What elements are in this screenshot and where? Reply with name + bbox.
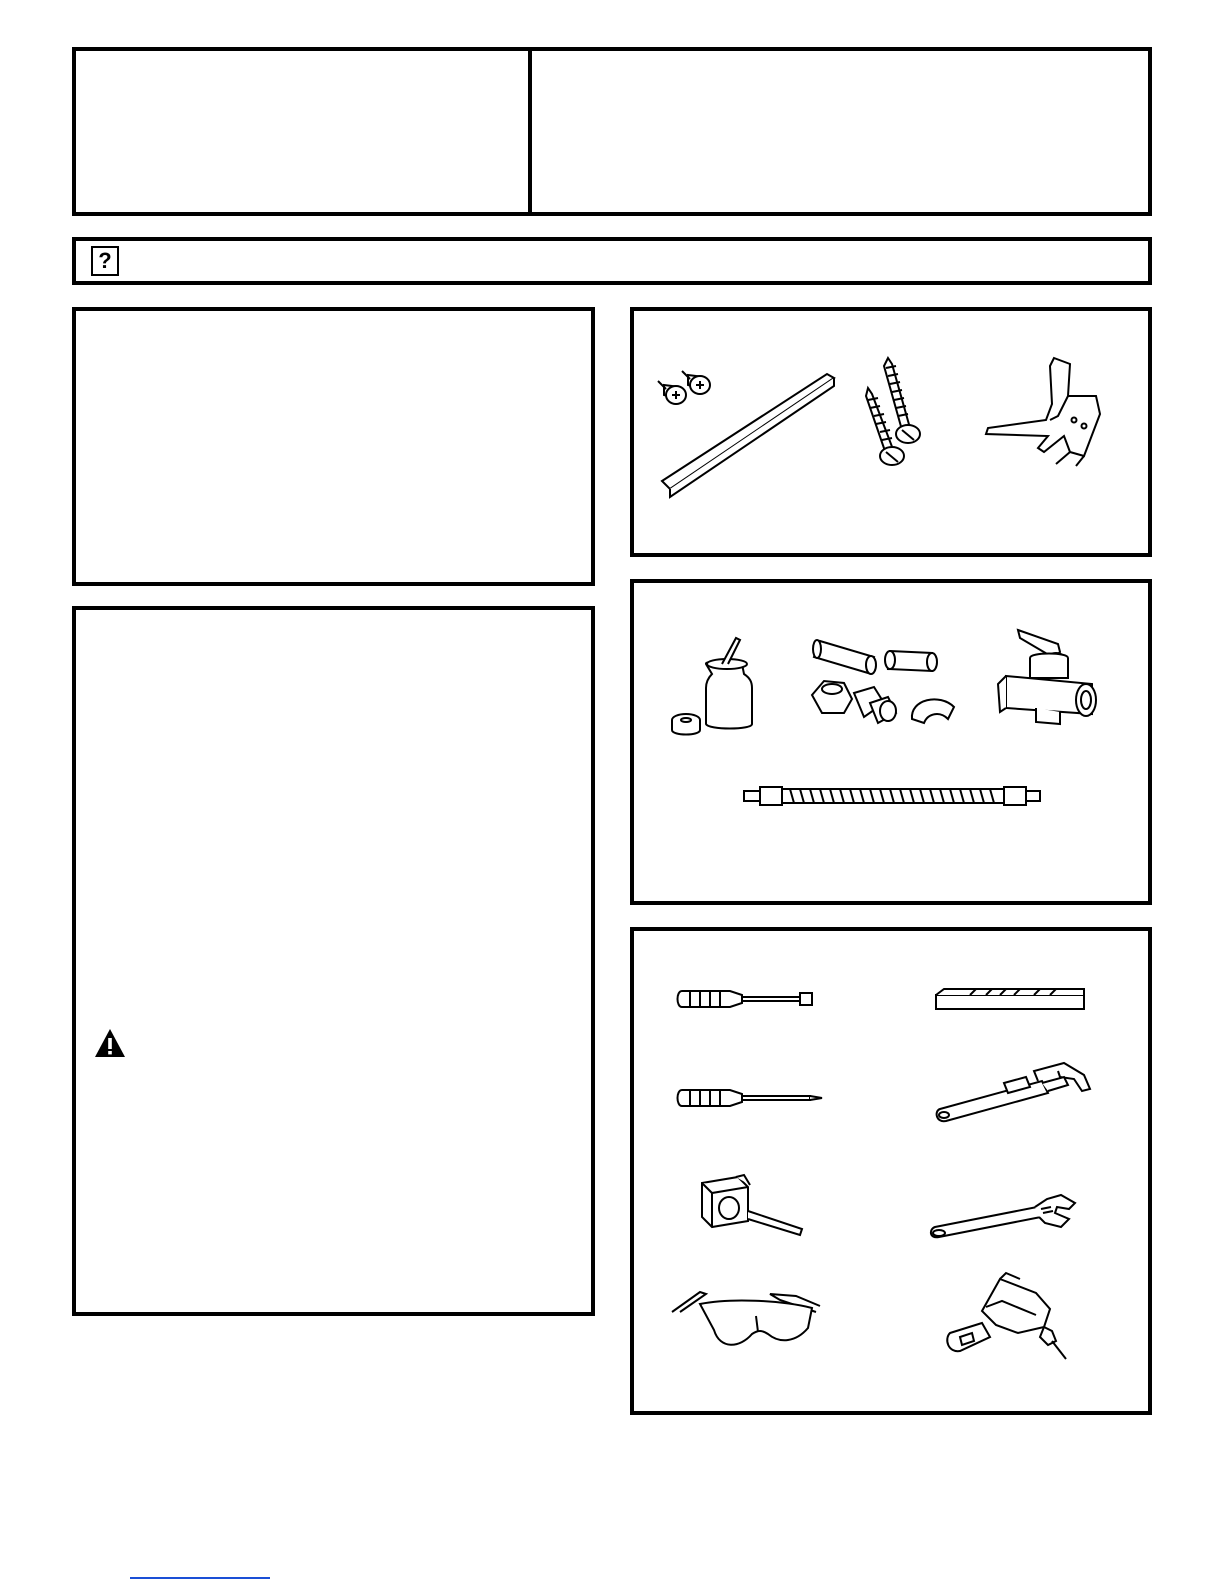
tape-measure-illustration (696, 1175, 808, 1245)
left-box-top (72, 307, 595, 586)
phillips-screwdriver-illustration (676, 1086, 826, 1110)
pipe-compound-and-tape-illustration (672, 638, 762, 738)
drill-illustration (940, 1271, 1070, 1367)
level-illustration (934, 987, 1086, 1013)
header-box (72, 47, 1152, 216)
warning-icon (94, 1028, 126, 1058)
question-icon: ? (91, 246, 119, 276)
flexible-connector-illustration (742, 783, 1042, 809)
adjustable-wrench-illustration (929, 1193, 1079, 1241)
question-bar (72, 237, 1152, 285)
safety-glasses-illustration (670, 1286, 820, 1356)
materials-panel (630, 579, 1152, 905)
pipe-wrench-illustration (934, 1061, 1094, 1125)
tools-panel (630, 927, 1152, 1415)
left-box-bottom (72, 606, 595, 1316)
anti-tip-bracket-illustration (984, 356, 1114, 466)
nut-driver-illustration (676, 987, 816, 1011)
screws-and-trim-strip-illustration (652, 361, 852, 501)
footer-link-underline (130, 1577, 270, 1579)
pipe-fittings-illustration (812, 633, 967, 738)
shutoff-valve-illustration (996, 628, 1096, 733)
lag-screws-illustration (866, 356, 956, 461)
header-divider (528, 51, 532, 212)
parts-panel (630, 307, 1152, 557)
